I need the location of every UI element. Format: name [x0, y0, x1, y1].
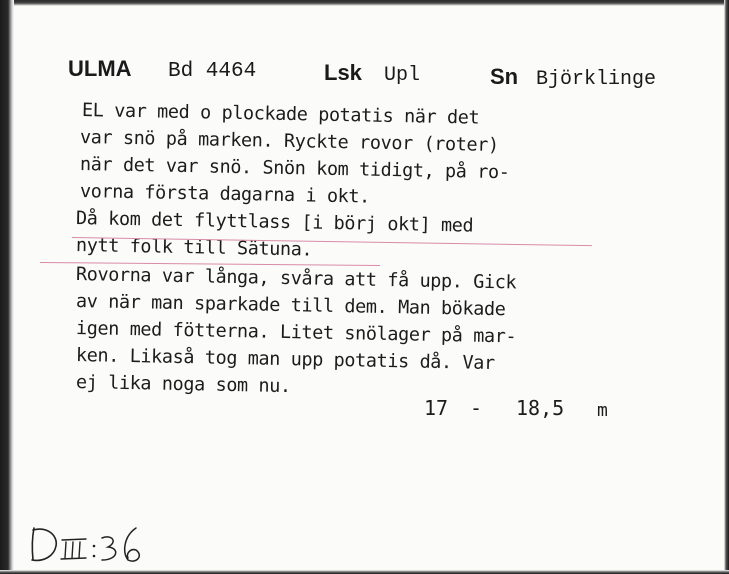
body-line-11: ej lika noga som nu.: [75, 372, 291, 398]
sn-value: Björklinge: [536, 68, 657, 91]
body-line-9: igen med fötterna. Litet snölager på mar-: [75, 318, 517, 348]
scan-edge-left: [0, 0, 14, 574]
body-line-10: ken. Likaså tog man upp potatis då. Var: [75, 345, 495, 375]
body-line-3: när det var snö. Snön kom tidigt, på ro-: [79, 154, 510, 184]
measurement-to: 18,5: [516, 396, 565, 420]
scan-edge-right: [724, 0, 729, 574]
body-line-1: EL var med o plockade potatis när det: [81, 100, 480, 129]
lsk-label: Lsk: [324, 60, 362, 85]
scan-edge-bottom: [0, 570, 729, 574]
measurement-dash: -: [470, 396, 483, 420]
body-line-7: Rovorna var långa, svåra att få upp. Gick: [75, 264, 517, 294]
body-line-4: vorna första dagarna i okt.: [79, 181, 371, 208]
body-line-8: av när man sparkade till dem. Man bökade: [75, 291, 506, 321]
body-line-6: nytt folk till Sätuna.: [75, 235, 313, 261]
body-line-2: var snö på marken. Ryckte rovor (roter): [79, 127, 499, 157]
handwritten-signature: [28, 522, 158, 566]
lsk-value: Upl: [384, 64, 421, 87]
measurement-unit: m: [597, 400, 608, 421]
body-line-5: Då kom det flyttlass [i börj okt] med: [75, 208, 474, 237]
archive-name: ULMA: [68, 56, 132, 81]
scan-edge-top: [0, 0, 729, 6]
measurement-from: 17: [424, 396, 449, 420]
sn-label: Sn: [490, 64, 519, 89]
archive-number: Bd 4464: [168, 60, 257, 83]
